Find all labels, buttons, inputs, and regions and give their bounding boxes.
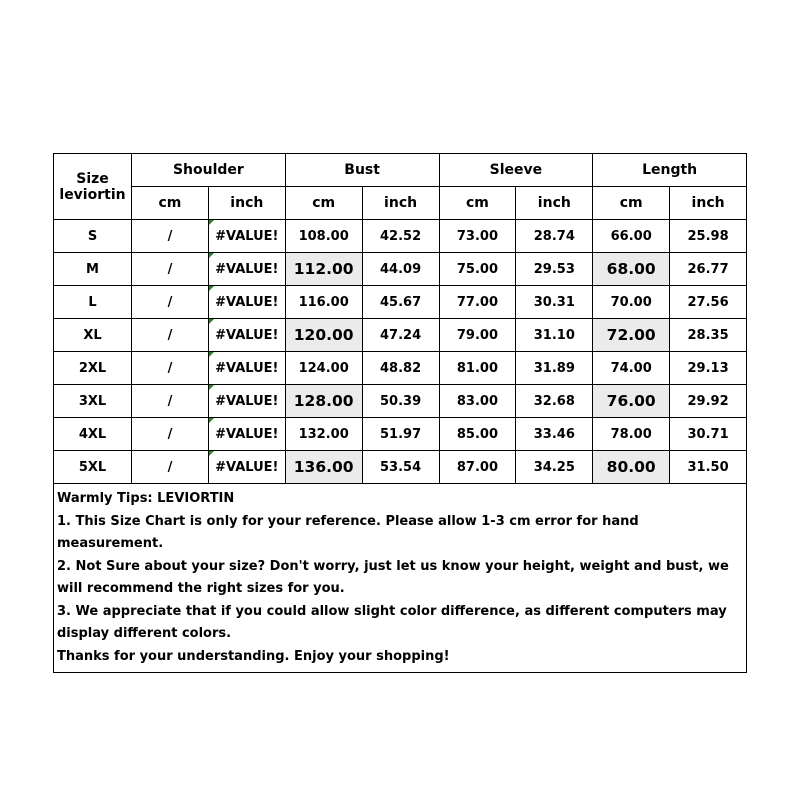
value-cell: #VALUE! [208, 253, 285, 286]
value-cell: 76.00 [593, 385, 670, 418]
value-cell: 31.89 [516, 352, 593, 385]
unit-header: cm [593, 187, 670, 220]
value-cell: 136.00 [285, 451, 362, 484]
table-row [54, 385, 747, 418]
size-cell: 4XL [54, 418, 132, 451]
table-row [54, 319, 747, 352]
size-cell: L [54, 286, 132, 319]
value-cell: 85.00 [439, 418, 516, 451]
value-cell: 29.53 [516, 253, 593, 286]
unit-header: inch [516, 187, 593, 220]
note-line: Thanks for your understanding. Enjoy your shopping! [57, 648, 450, 664]
value-cell: 77.00 [439, 286, 516, 319]
size-chart-table [53, 153, 747, 673]
value-cell: 73.00 [439, 220, 516, 253]
value-cell: 47.24 [362, 319, 439, 352]
brand-label: leviortin [59, 186, 126, 203]
value-cell: 45.67 [362, 286, 439, 319]
value-cell: 30.31 [516, 286, 593, 319]
unit-header: inch [670, 187, 747, 220]
value-cell: / [132, 253, 209, 286]
size-cell: 5XL [54, 451, 132, 484]
value-cell: 27.56 [670, 286, 747, 319]
value-cell: #VALUE! [208, 385, 285, 418]
value-cell: 26.77 [670, 253, 747, 286]
value-cell: 34.25 [516, 451, 593, 484]
value-cell: 87.00 [439, 451, 516, 484]
size-header [54, 154, 132, 220]
value-cell: #VALUE! [208, 220, 285, 253]
value-cell: #VALUE! [208, 451, 285, 484]
value-cell: 31.50 [670, 451, 747, 484]
value-cell: #VALUE! [208, 418, 285, 451]
value-cell: 28.74 [516, 220, 593, 253]
size-cell: 2XL [54, 352, 132, 385]
value-cell: 50.39 [362, 385, 439, 418]
size-label: Size [76, 170, 109, 187]
value-cell: 32.68 [516, 385, 593, 418]
value-cell: / [132, 319, 209, 352]
table-row [54, 286, 747, 319]
group-bust: Bust [285, 154, 439, 187]
table-body [54, 220, 747, 484]
unit-header: inch [208, 187, 285, 220]
value-cell: / [132, 220, 209, 253]
value-cell: 42.52 [362, 220, 439, 253]
value-cell: 28.35 [670, 319, 747, 352]
value-cell: 68.00 [593, 253, 670, 286]
table-row [54, 220, 747, 253]
value-cell: #VALUE! [208, 319, 285, 352]
value-cell: 80.00 [593, 451, 670, 484]
group-shoulder: Shoulder [132, 154, 286, 187]
unit-header: cm [132, 187, 209, 220]
value-cell: 48.82 [362, 352, 439, 385]
value-cell: 72.00 [593, 319, 670, 352]
value-cell: 116.00 [285, 286, 362, 319]
value-cell: 29.92 [670, 385, 747, 418]
value-cell: 108.00 [285, 220, 362, 253]
value-cell: 120.00 [285, 319, 362, 352]
size-cell: 3XL [54, 385, 132, 418]
note-line: 2. Not Sure about your size? Don't worry, just let us know your height, weight and bust, we will recommend the right sizes for you. [57, 558, 729, 596]
unit-row [54, 187, 747, 220]
value-cell: 66.00 [593, 220, 670, 253]
size-cell: XL [54, 319, 132, 352]
value-cell: #VALUE! [208, 352, 285, 385]
table-row [54, 451, 747, 484]
unit-header: cm [285, 187, 362, 220]
size-cell: S [54, 220, 132, 253]
group-length: Length [593, 154, 747, 187]
notes-row [54, 484, 747, 673]
unit-header: inch [362, 187, 439, 220]
value-cell: 30.71 [670, 418, 747, 451]
value-cell: / [132, 418, 209, 451]
value-cell: 31.10 [516, 319, 593, 352]
value-cell: 124.00 [285, 352, 362, 385]
unit-header: cm [439, 187, 516, 220]
notes-cell [54, 484, 747, 673]
table-row [54, 253, 747, 286]
value-cell: 25.98 [670, 220, 747, 253]
value-cell: / [132, 385, 209, 418]
value-cell: 33.46 [516, 418, 593, 451]
value-cell: 53.54 [362, 451, 439, 484]
value-cell: 81.00 [439, 352, 516, 385]
size-cell: M [54, 253, 132, 286]
value-cell: 132.00 [285, 418, 362, 451]
note-line: 3. We appreciate that if you could allow slight color difference, as different computers may display different colors. [57, 603, 727, 641]
value-cell: #VALUE! [208, 286, 285, 319]
note-line: 1. This Size Chart is only for your reference. Please allow 1-3 cm error for hand measurement. [57, 513, 639, 551]
value-cell: 74.00 [593, 352, 670, 385]
value-cell: 128.00 [285, 385, 362, 418]
value-cell: 112.00 [285, 253, 362, 286]
value-cell: 70.00 [593, 286, 670, 319]
table-row [54, 418, 747, 451]
value-cell: / [132, 451, 209, 484]
note-line: Warmly Tips: LEVIORTIN [57, 491, 235, 506]
value-cell: 44.09 [362, 253, 439, 286]
group-sleeve: Sleeve [439, 154, 593, 187]
value-cell: 51.97 [362, 418, 439, 451]
header-row [54, 154, 747, 187]
value-cell: 29.13 [670, 352, 747, 385]
value-cell: 75.00 [439, 253, 516, 286]
value-cell: 83.00 [439, 385, 516, 418]
value-cell: / [132, 352, 209, 385]
value-cell: 79.00 [439, 319, 516, 352]
table-row [54, 352, 747, 385]
value-cell: 78.00 [593, 418, 670, 451]
value-cell: / [132, 286, 209, 319]
